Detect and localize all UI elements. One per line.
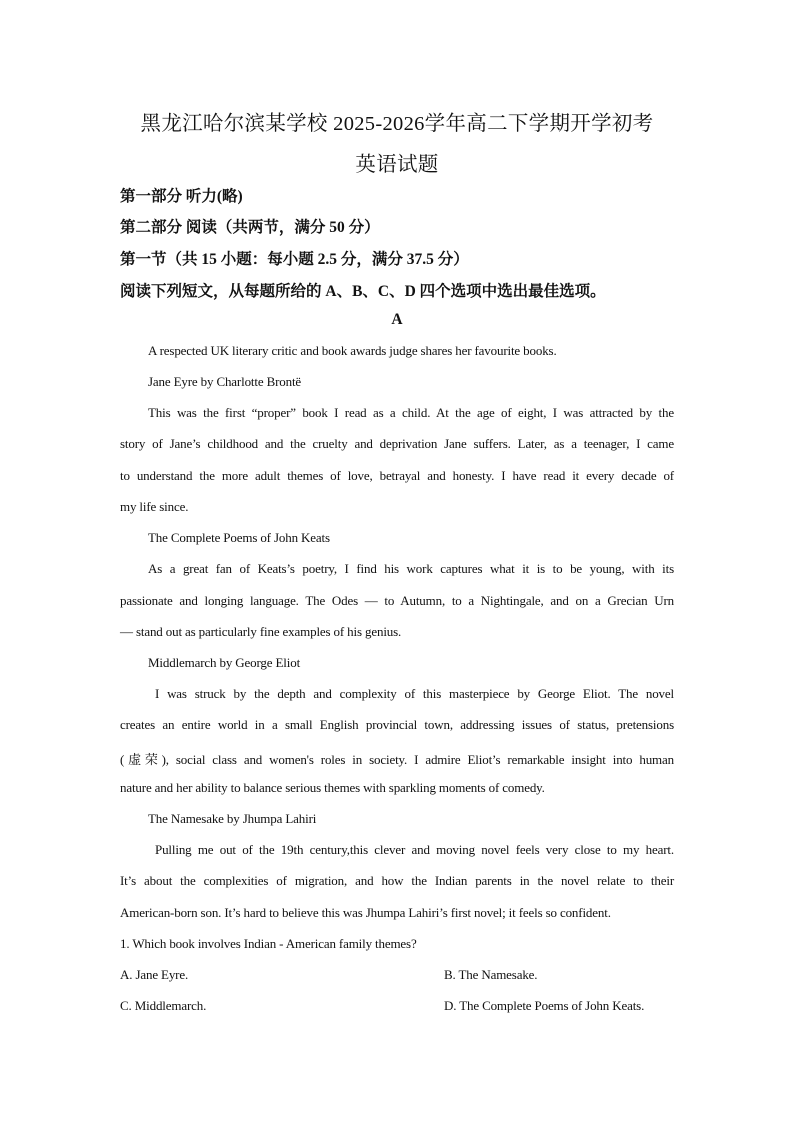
paragraph-line: It’s about the complexities of migration, and how the Indian parents in the novel relate to their — [120, 873, 674, 888]
section1-heading: 第一节（共 15 小题：每小题 2.5 分，满分 37.5 分） — [120, 251, 469, 268]
paragraph-line: I was struck by the depth and complexity of this masterpiece by George Eliot. The novel — [155, 686, 674, 701]
document-title: 黑龙江哈尔滨某学校 2025-2026学年高二下学期开学初考 — [140, 113, 654, 135]
passage-intro: A respected UK literary critic and book awards judge shares her favourite books. — [148, 343, 557, 358]
paragraph-line: This was the first “proper” book I read as a child. At the age of eight, I was attracted by the — [148, 405, 674, 420]
paragraph-line: Pulling me out of the 19th century,this clever and moving novel feels very close to my heart. — [155, 842, 674, 857]
option-c: C. Middlemarch. — [120, 998, 207, 1013]
option-a: A. Jane Eyre. — [120, 967, 189, 982]
option-b: B. The Namesake. — [444, 967, 538, 982]
book-title-middlemarch: Middlemarch by George Eliot — [148, 655, 301, 670]
option-d: D. The Complete Poems of John Keats. — [444, 998, 645, 1013]
paragraph-line: my life since. — [120, 499, 189, 514]
paragraph-line: — stand out as particularly fine examples of his genius. — [120, 624, 402, 639]
question-1: 1. Which book involves Indian - American family themes? — [120, 936, 417, 951]
paragraph-line: to understand the more adult themes of love, betrayal and honesty. I have read it every decade of — [120, 468, 674, 483]
paragraph-line: (虚荣), social class and women's roles in society. I admire Eliot’s remarkable insight into human — [120, 752, 674, 767]
paragraph-line: creates an entire world in a small English provincial town, addressing issues of status, pretensions — [120, 717, 674, 732]
document-subtitle: 英语试题 — [355, 154, 439, 176]
paragraph-line: story of Jane’s childhood and the cruelty and deprivation Jane suffers. Later, as a teenager, I came — [120, 436, 674, 451]
part1-heading: 第一部分 听力(略) — [120, 188, 243, 205]
paragraph-line: nature and her ability to balance serious themes with sparkling moments of comedy. — [120, 780, 545, 795]
book-title-namesake: The Namesake by Jhumpa Lahiri — [148, 811, 317, 826]
paragraph-line: American-born son. It’s hard to believe this was Jhumpa Lahiri’s first novel; it feels so confident. — [120, 905, 611, 920]
part2-heading: 第二部分 阅读（共两节，满分 50 分） — [120, 219, 380, 236]
passage-label: A — [391, 311, 403, 328]
paragraph-line: passionate and longing language. The Odes — to Autumn, to a Nightingale, and on a Grecian Urn — [120, 593, 674, 608]
paragraph-line: As a great fan of Keats’s poetry, I find his work captures what it is to be young, with its — [148, 561, 674, 576]
book-title-jane-eyre: Jane Eyre by Charlotte Brontë — [148, 374, 302, 389]
instruction: 阅读下列短文，从每题所给的 A、B、C、D 四个选项中选出最佳选项。 — [120, 283, 606, 300]
book-title-keats: The Complete Poems of John Keats — [148, 530, 330, 545]
